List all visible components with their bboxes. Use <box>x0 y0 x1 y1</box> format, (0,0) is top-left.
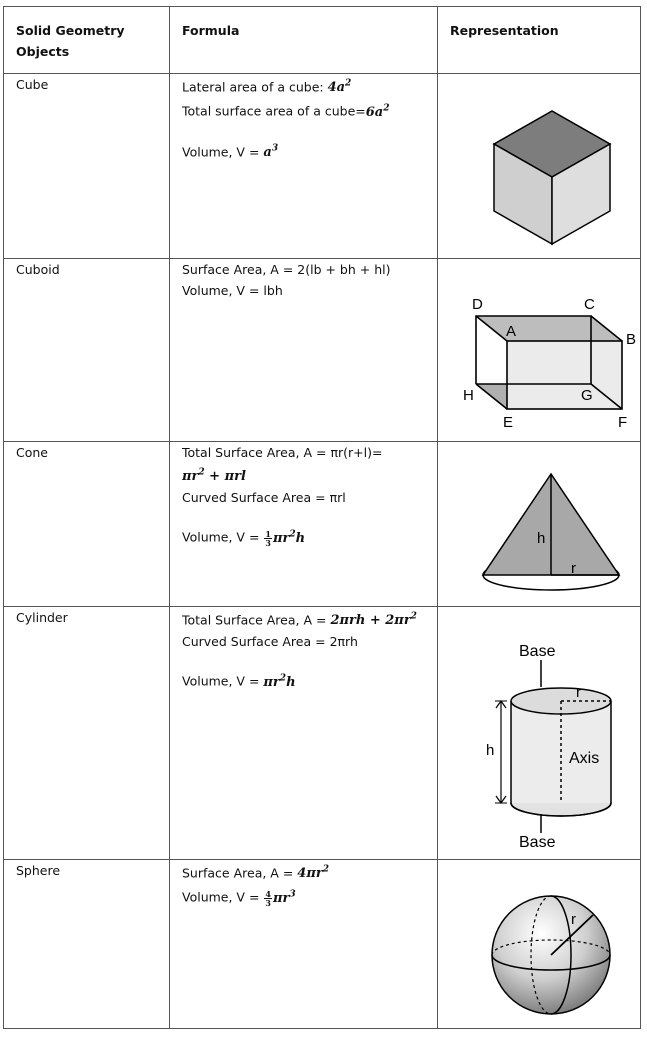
formula-line: Volume, V = lbh <box>182 283 283 298</box>
formula-line <box>182 463 437 487</box>
vertex-label-b: B <box>626 331 637 348</box>
sphere-figure <box>450 860 647 1028</box>
formula-line: Total Surface Area, $A = 2\pi rh + 2\pi r^2$ <box>182 612 417 629</box>
table-row-cube <box>4 74 641 259</box>
formula-line: Volume, V = $\frac{4}{3}$ $\pi r^3$ <box>182 888 296 908</box>
table-row-cuboid <box>4 259 641 442</box>
header-formula: Formula <box>170 7 438 74</box>
vertex-label-c: C <box>584 296 595 313</box>
header-row <box>4 7 641 74</box>
radius-label: r <box>571 911 576 928</box>
height-label: h <box>537 530 546 547</box>
formula-line: Lateral area of a cube: $4a^2$ <box>182 79 352 96</box>
formula-line: Surface Area, A = 2(lb + bh + hl) <box>182 262 391 277</box>
formula-sphere <box>170 860 438 1029</box>
math-expr: $4\pi r^2$ <box>297 865 329 882</box>
base-top-label: Base <box>519 643 556 660</box>
vertex-label-e: E <box>503 414 514 431</box>
formula-cuboid <box>170 259 438 442</box>
base-bottom-label: Base <box>519 834 556 851</box>
vertex-label-f: F <box>618 414 628 431</box>
formula-cone <box>170 442 438 607</box>
solid-geometry-table <box>3 6 641 1029</box>
object-name-cuboid: Cuboid <box>4 259 170 442</box>
table-row-cylinder <box>4 607 641 860</box>
math-expr: $4a^2$ <box>327 79 352 96</box>
header-objects-line2: Objects <box>16 44 70 59</box>
vertex-label-g: G <box>581 387 593 404</box>
formula-line: Volume, $V = \pi r^2h$ <box>182 673 296 690</box>
vertex-label-d: D <box>472 296 483 313</box>
header-objects-line1: Solid Geometry <box>16 23 125 38</box>
vertex-label-a: A <box>506 323 517 340</box>
object-name-cylinder: Cylinder <box>4 607 170 860</box>
representation-cube <box>438 74 641 259</box>
math-expr: $a^3$ <box>263 143 279 160</box>
math-expr: $\pi r^2 + \pi rl$ <box>182 468 246 485</box>
representation-cone <box>438 442 641 607</box>
object-name-sphere: Sphere <box>4 860 170 1029</box>
radius-label: r <box>571 560 576 577</box>
formula-line: Volume, $V = a^3$ <box>182 143 279 160</box>
formula-line: Surface Area, $A = 4\pi r^2$ <box>182 865 329 882</box>
representation-cylinder <box>438 607 641 860</box>
formula-cylinder <box>170 607 438 860</box>
math-expr: $6a^2$ <box>365 103 390 120</box>
cuboid-figure <box>450 259 647 441</box>
formula-cube <box>170 74 438 259</box>
formula-line: Total Surface Area, A = πr(r+l)= <box>182 445 383 460</box>
axis-label: Axis <box>569 750 600 767</box>
formula-line: Volume, V = $\frac{1}{3}$ $\pi r^2h$ <box>182 528 306 548</box>
cylinder-figure <box>450 607 647 859</box>
math-expr: $\pi r^3$ <box>273 889 296 906</box>
object-name-cone: Cone <box>4 442 170 607</box>
math-expr: $\pi r^2h$ <box>273 529 306 546</box>
header-objects <box>4 7 170 74</box>
formula-line: Curved Surface Area = 2πrh <box>182 634 358 650</box>
representation-sphere <box>438 860 641 1029</box>
math-expr: $2\pi rh + 2\pi r^2$ <box>330 612 417 629</box>
height-label: h <box>486 742 495 759</box>
fraction: $\frac{4}{3}$ <box>265 888 271 908</box>
representation-cuboid <box>438 259 641 442</box>
fraction: $\frac{1}{3}$ <box>265 528 271 548</box>
header-representation: Representation <box>438 7 641 74</box>
radius-label: r <box>576 684 581 701</box>
formula-line: Curved Surface Area = πrl <box>182 490 346 506</box>
cone-figure <box>450 442 647 606</box>
vertex-label-h: H <box>463 387 474 404</box>
math-expr: $\pi r^2h$ <box>263 673 296 690</box>
cube-figure <box>450 74 647 258</box>
table-row-cone <box>4 442 641 607</box>
table-row-sphere <box>4 860 641 1029</box>
formula-line: Total surface area of a $cube=6a^2$ <box>182 103 390 120</box>
object-name-cube: Cube <box>4 74 170 259</box>
